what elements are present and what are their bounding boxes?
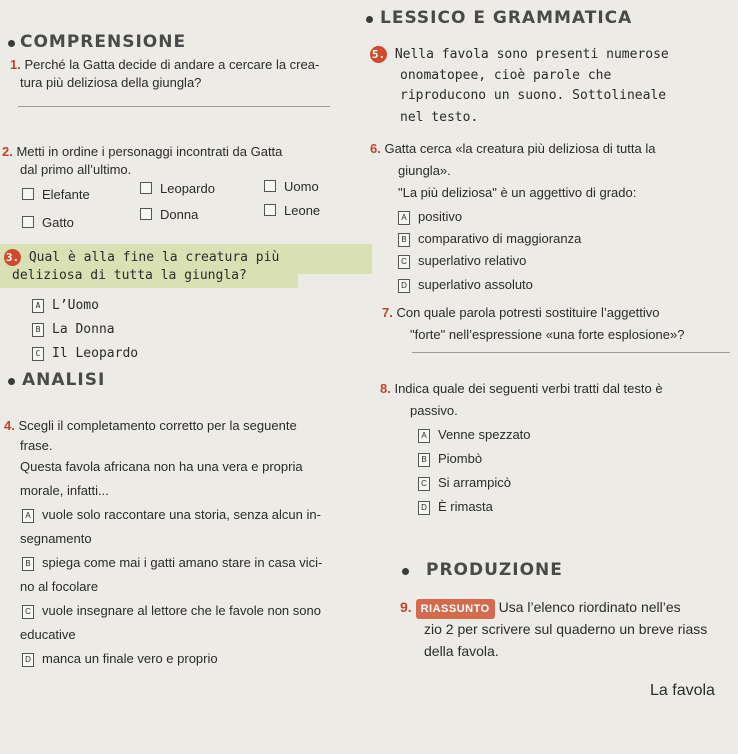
question-8: 8. Indica quale dei seguenti verbi tratti dal testo è <box>380 381 663 396</box>
option-b-line2: no al focolare <box>20 579 99 594</box>
option-b[interactable]: B La Donna <box>32 322 115 337</box>
question-6-line2: giungla». <box>398 163 451 178</box>
option-a[interactable]: A positivo <box>398 208 462 226</box>
option-c[interactable]: C Si arrampicò <box>418 474 511 492</box>
section-produzione: PRODUZIONE <box>426 560 563 580</box>
answer-line[interactable] <box>18 106 330 107</box>
checkbox-icon[interactable] <box>264 180 276 192</box>
riassunto-tag: RIASSUNTO <box>416 599 495 619</box>
question-7-line2: "forte" nell’espressione «una forte esplosione»? <box>410 327 685 342</box>
question-2-line2: dal primo all’ultimo. <box>20 162 132 177</box>
checkbox-leopardo[interactable]: Leopardo <box>140 180 215 198</box>
option-a[interactable]: A vuole solo raccontare una storia, senza alcun in- <box>22 506 321 524</box>
question-6-line3: "La più deliziosa" è un aggettivo di grado: <box>398 185 637 200</box>
option-d[interactable]: D manca un finale vero e proprio <box>22 650 218 668</box>
question-5-line4: nel testo. <box>400 110 479 125</box>
question-8-line2: passivo. <box>410 403 458 418</box>
option-d[interactable]: D superlativo assoluto <box>398 276 533 294</box>
page-footer: La favola <box>650 682 715 699</box>
option-a-line2: segnamento <box>20 531 92 546</box>
option-d[interactable]: D È rimasta <box>418 498 493 516</box>
question-9-line2: zio 2 per scrivere sul quaderno un breve riass <box>424 621 708 637</box>
option-c-line2: educative <box>20 627 76 642</box>
bullet-icon <box>366 16 373 23</box>
bullet-icon <box>402 568 409 575</box>
section-lessico: LESSICO E GRAMMATICA <box>380 8 633 28</box>
question-9: 9. RIASSUNTO Usa l’elenco riordinato nell’es <box>400 598 681 619</box>
option-b[interactable]: B spiega come mai i gatti amano stare in casa vici- <box>22 554 322 572</box>
question-4-line3: Questa favola africana non ha una vera e propria <box>20 459 303 474</box>
question-3-line2: deliziosa di tutta la giungla? <box>12 268 247 283</box>
answer-line[interactable] <box>412 352 730 353</box>
section-analisi: ANALISI <box>22 370 106 390</box>
option-c[interactable]: C superlativo relativo <box>398 252 526 270</box>
checkbox-icon[interactable] <box>22 216 34 228</box>
checkbox-donna[interactable]: Donna <box>140 206 198 224</box>
question-4-line4: morale, infatti... <box>20 483 109 498</box>
bullet-icon <box>8 40 15 47</box>
checkbox-gatto[interactable]: Gatto <box>22 214 74 232</box>
checkbox-elefante[interactable]: Elefante <box>22 186 90 204</box>
question-5-line2: onomatopee, cioè parole che <box>400 68 612 83</box>
section-comprensione: COMPRENSIONE <box>20 32 187 52</box>
question-5-line3: riproducono un suono. Sottolineale <box>400 88 667 103</box>
option-c[interactable]: C vuole insegnare al lettore che le favole non sono <box>22 602 321 620</box>
question-3: 3. Qual è alla fine la creatura più <box>5 250 280 265</box>
question-6: 6. Gatta cerca «la creatura più deliziosa di tutta la <box>370 141 656 156</box>
checkbox-uomo[interactable]: Uomo <box>264 178 319 196</box>
question-9-line3: della favola. <box>424 643 499 659</box>
question-4: 4. Scegli il completamento corretto per la seguente <box>4 418 297 433</box>
question-5: 5. Nella favola sono presenti numerose <box>371 47 669 62</box>
checkbox-icon[interactable] <box>22 188 34 200</box>
question-1-line2: tura più deliziosa della giungla? <box>20 75 202 90</box>
question-2: 2. Metti in ordine i personaggi incontrati da Gatta <box>2 144 283 159</box>
checkbox-icon[interactable] <box>140 208 152 220</box>
question-7: 7. Con quale parola potresti sostituire l’aggettivo <box>382 305 660 320</box>
option-b[interactable]: B comparativo di maggioranza <box>398 230 581 248</box>
question-4-line2: frase. <box>20 438 53 453</box>
checkbox-icon[interactable] <box>264 204 276 216</box>
option-c[interactable]: C Il Leopardo <box>32 346 138 361</box>
question-1: 1. Perché la Gatta decide di andare a cercare la crea- <box>10 57 320 72</box>
option-a[interactable]: A L’Uomo <box>32 298 99 313</box>
option-b[interactable]: B Piombò <box>418 450 482 468</box>
checkbox-icon[interactable] <box>140 182 152 194</box>
checkbox-leone[interactable]: Leone <box>264 202 320 220</box>
option-a[interactable]: A Venne spezzato <box>418 426 531 444</box>
bullet-icon <box>8 378 15 385</box>
